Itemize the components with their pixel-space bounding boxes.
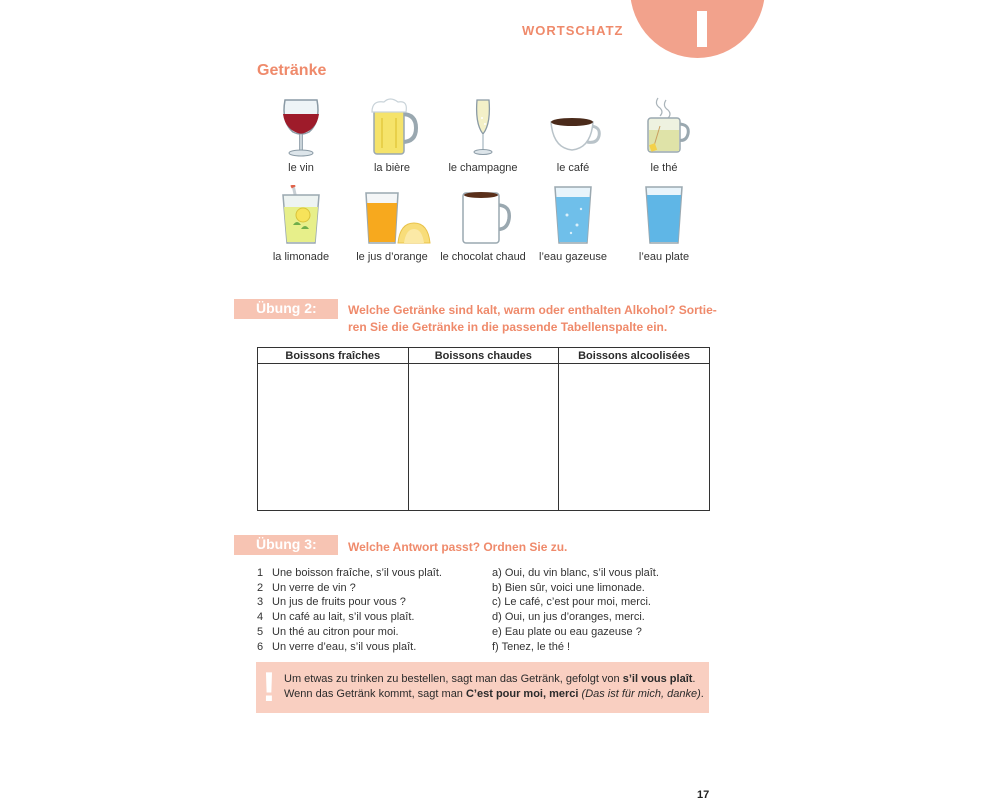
chapter-label: WORTSCHATZ bbox=[522, 23, 624, 38]
list-item: 2 Un verre de vin ? bbox=[257, 581, 356, 594]
exercise2-tab-label: Übung 2: bbox=[256, 300, 317, 316]
drink-label: le jus d’orange bbox=[356, 251, 428, 263]
tip-text: Um etwas zu trinken zu bestellen, sagt man das Getränk, gefolgt von s’il vous plaît. Wenn das Getränk kommt, sagt man C’est pour moi, merci (Das ist für mich, danke). bbox=[284, 673, 704, 700]
list-item: 5 Un thé au citron pour moi. bbox=[257, 625, 399, 638]
lemonade-glass-icon bbox=[271, 185, 331, 247]
beer-mug-icon bbox=[362, 96, 422, 158]
list-item: 4 Un café au lait, s’il vous plaît. bbox=[257, 611, 415, 624]
drink-label: le vin bbox=[288, 162, 314, 174]
drink-item bbox=[251, 185, 351, 263]
list-item: d) Oui, un jus d’oranges, merci. bbox=[492, 611, 645, 624]
drink-label: la bière bbox=[373, 162, 411, 174]
list-item: a) Oui, du vin blanc, s’il vous plaît. bbox=[492, 567, 659, 579]
sorting-table bbox=[257, 347, 710, 511]
question-list bbox=[257, 566, 442, 654]
section-title: Getränke bbox=[257, 62, 327, 79]
drink-item bbox=[614, 185, 714, 263]
drink-item bbox=[251, 96, 351, 174]
drink-item bbox=[523, 185, 623, 263]
drink-item bbox=[614, 96, 714, 174]
column-header-alcohol: Boissons alcoolisées bbox=[559, 348, 710, 364]
list-item: b) Bien sûr, voici une limonade. bbox=[492, 581, 645, 594]
exercise3-question: Welche Antwort passt? Ordnen Sie zu. bbox=[348, 540, 568, 554]
hot-chocolate-mug-icon bbox=[453, 185, 513, 247]
list-item: e) Eau plate ou eau gazeuse ? bbox=[492, 625, 642, 638]
answer-cell-hot[interactable] bbox=[408, 364, 559, 511]
still-water-glass-icon bbox=[634, 185, 694, 247]
column-header-hot: Boissons chaudes bbox=[408, 348, 559, 364]
drink-item bbox=[523, 96, 623, 174]
drink-item bbox=[342, 96, 442, 174]
list-item: 1 Une boisson fraîche, s’il vous plaît. bbox=[257, 567, 442, 579]
list-item: 3 Un jus de fruits pour vous ? bbox=[257, 596, 406, 609]
drink-label: l’eau plate bbox=[638, 251, 690, 263]
tea-glass-icon bbox=[634, 96, 694, 158]
exercise3-tab bbox=[234, 535, 338, 555]
answer-cell-alcohol[interactable] bbox=[559, 364, 710, 511]
drink-item bbox=[433, 96, 533, 174]
answer-list bbox=[492, 566, 659, 654]
champagne-flute-icon bbox=[453, 96, 513, 158]
wine-glass-icon bbox=[271, 96, 331, 158]
coffee-cup-icon bbox=[543, 96, 603, 158]
sparkling-water-glass-icon bbox=[543, 185, 603, 247]
exercise2-question bbox=[348, 302, 717, 336]
drink-label: le champagne bbox=[448, 162, 518, 174]
drink-label: le thé bbox=[650, 162, 678, 174]
drink-item bbox=[342, 185, 442, 263]
exercise3-tab-label: Übung 3: bbox=[256, 536, 317, 552]
exercise2-question-line1: Welche Getränke sind kalt, warm oder enthalten Alkohol? Sortie- bbox=[348, 303, 717, 317]
list-item: 6 Un verre d’eau, s’il vous plaît. bbox=[257, 640, 417, 653]
drink-label: l’eau gazeuse bbox=[539, 251, 607, 263]
orange-juice-icon bbox=[352, 185, 432, 247]
drink-label: le café bbox=[556, 162, 590, 174]
drink-label: le chocolat chaud bbox=[440, 251, 526, 263]
column-header-cold: Boissons fraîches bbox=[258, 348, 409, 364]
drink-item bbox=[433, 185, 533, 263]
exclamation-icon: ! bbox=[262, 663, 276, 710]
exercise2-tab bbox=[234, 299, 338, 319]
exercise2-question-line2: ren Sie die Getränke in die passende Tabellenspalte ein. bbox=[348, 320, 668, 334]
answer-cell-cold[interactable] bbox=[258, 364, 409, 511]
drink-label: la limonade bbox=[272, 251, 330, 263]
page-number: 17 bbox=[697, 789, 710, 801]
chapter-tab-numeral bbox=[697, 11, 707, 47]
list-item: c) Le café, c’est pour moi, merci. bbox=[492, 596, 651, 609]
list-item: f) Tenez, le thé ! bbox=[492, 640, 571, 653]
